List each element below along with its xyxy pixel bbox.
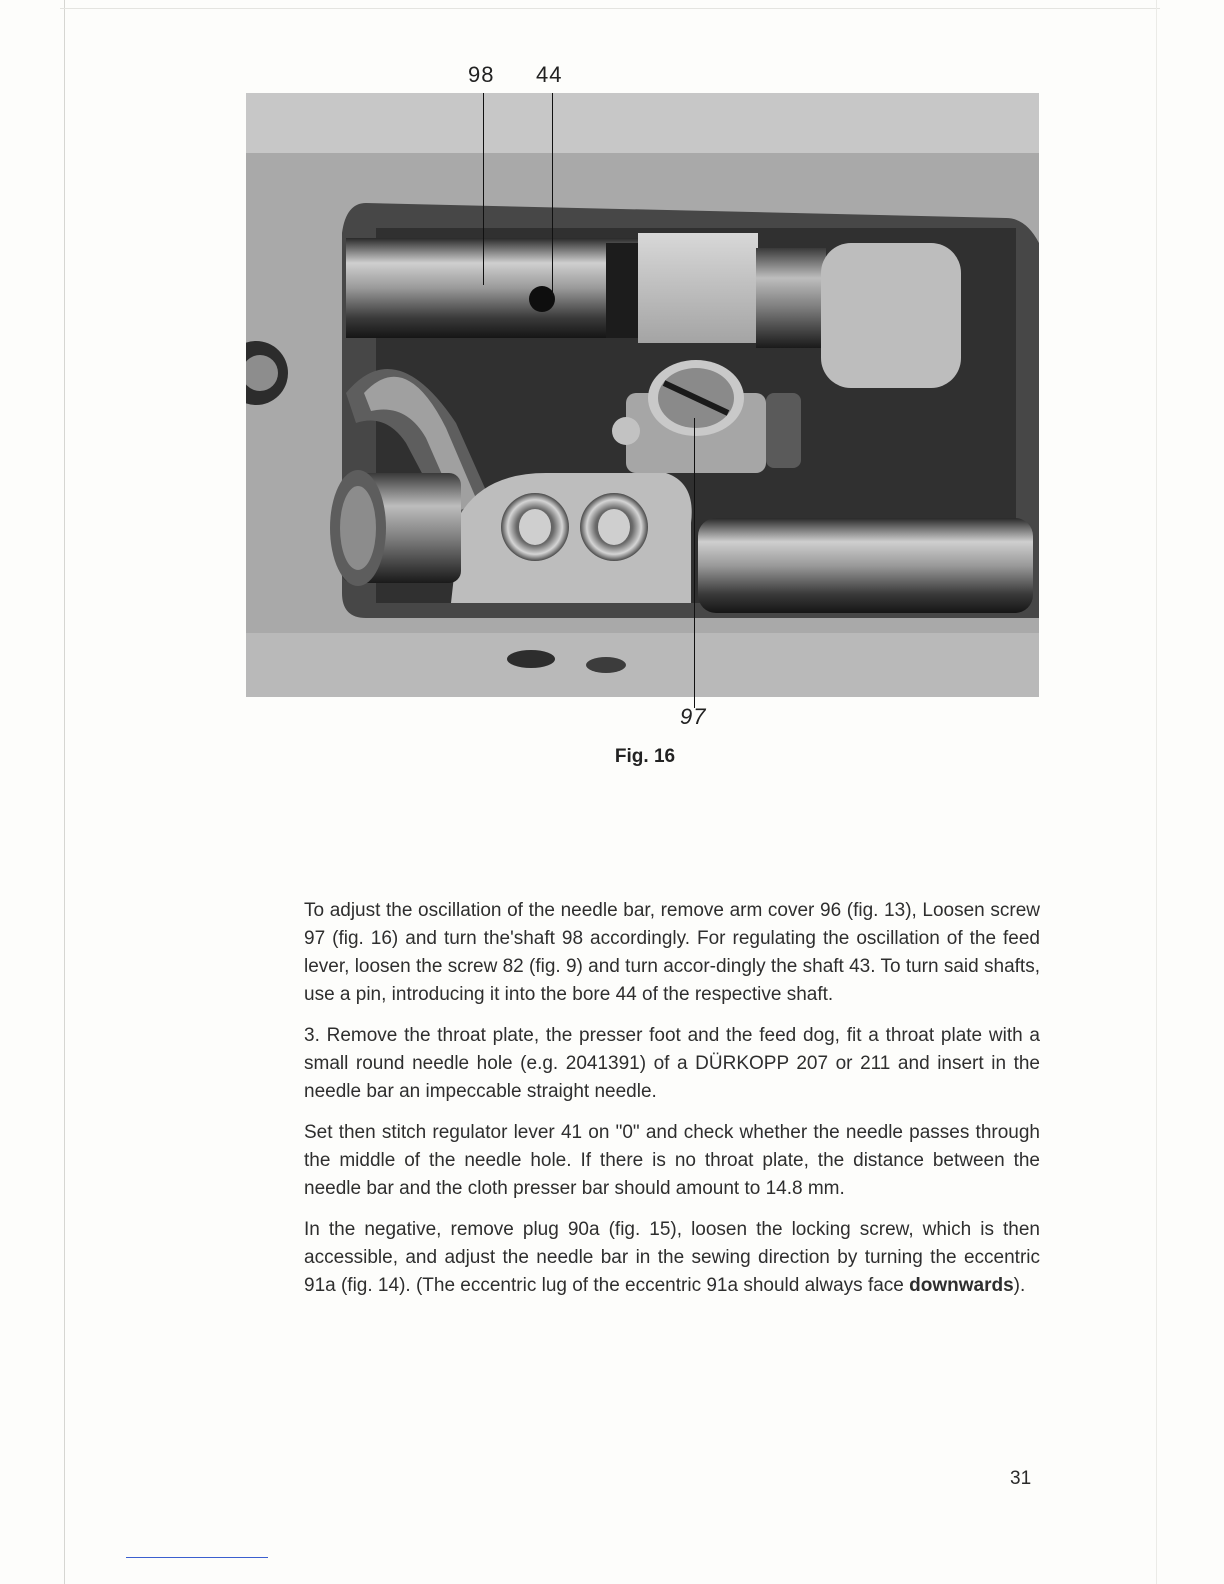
paragraph-oscillation: To adjust the oscillation of the needle bar, remove arm cover 96 (fig. 13), Loosen screw 97 (fig. 16) and turn the'shaft 98 accordingly. For regulating the oscillation of the feed lever, loosen the screw 82 (fig. 9) and turn accor-dingly the shaft 43. To turn said shafts, use a pin, introducing it into the bore 44 of the respective shaft. — [304, 900, 1040, 1005]
footer-rule — [126, 1557, 268, 1558]
leader-line-97 — [694, 418, 695, 708]
paragraph-negative-case — [304, 1216, 1040, 1300]
callout-44: 44 — [536, 62, 563, 87]
paragraph-step-3: 3. Remove the throat plate, the presser foot and the feed dog, fit a throat plate with a small round needle hole (e.g. 2041391) of a DÜRKOPP 207 or 211 and insert in the needle bar an impeccable straight needle. — [304, 1025, 1040, 1102]
leader-line-44 — [552, 93, 553, 296]
paragraph-negative-start: In the negative, remove plug 90a (fig. 15), loosen the locking screw, which is then accessible, and adjust the needle bar in the sewing direction by turning the eccentric 91a (fig. 14). (The eccentric lug of the eccentric 91a should always face — [304, 1219, 1040, 1296]
paragraph-negative-end: ). — [1013, 1275, 1026, 1296]
scan-edge — [64, 0, 65, 1584]
figure-photo — [246, 93, 1039, 697]
leader-line-98 — [483, 93, 484, 285]
paragraph-stitch-regulator: Set then stitch regulator lever 41 on "0" and check whether the needle passes through the middle of the needle hole. If there is no throat plate, the distance between the needle bar and the cloth presser bar should amount to 14.8 mm. — [304, 1122, 1040, 1199]
callout-98: 98 — [468, 62, 495, 87]
callout-97: 97 — [680, 704, 707, 729]
page-number: 31 — [1010, 1468, 1032, 1489]
machine-photo-illustration — [246, 93, 1039, 697]
scan-edge — [60, 8, 1160, 9]
scan-edge — [1156, 0, 1157, 1584]
figure-caption: Fig. 16 — [614, 746, 676, 767]
instruction-text — [304, 897, 1040, 1313]
emphasis-downwards: downwards — [909, 1275, 1014, 1296]
